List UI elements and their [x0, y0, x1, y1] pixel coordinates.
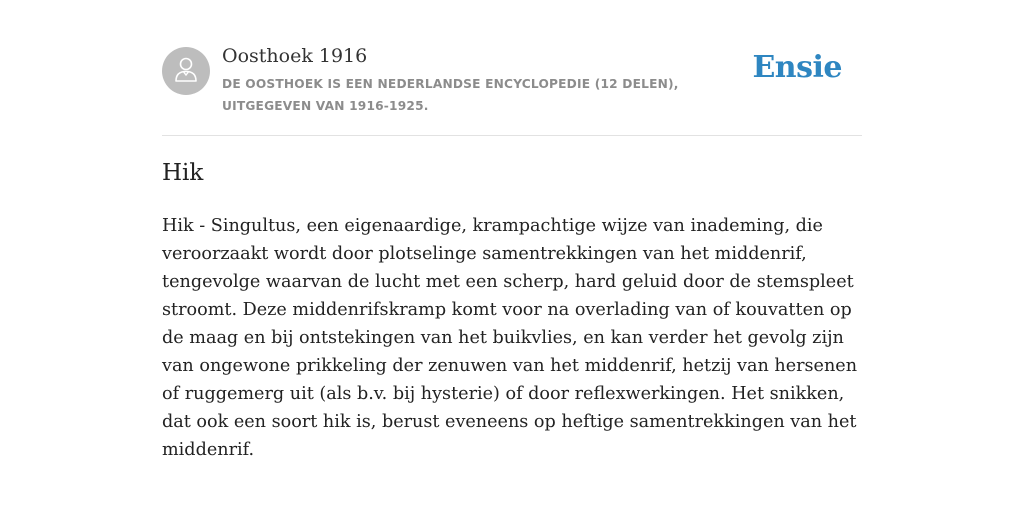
user-icon	[171, 54, 201, 89]
header-divider	[162, 135, 862, 136]
ensie-logo[interactable]: Ensie	[752, 50, 842, 85]
entry-title: Hik	[162, 160, 204, 186]
source-header	[162, 44, 862, 136]
entry-body: Hik - Singultus, een eigenaardige, krampachtige wijze van inademing, die veroorzaakt wordt door plotselinge samentrekkingen van het middenrif, tengevolge waarvan de lucht met een scherp, hard geluid door de stemspleet stroomt. Deze middenrifskramp komt voor na overlading van of kouvatten op de maag en bij ontstekingen van het buikvlies, en kan verder het gevolg zijn van ongewone prikkeling der zenuwen van het middenrif, hetzij van hersenen of ruggemerg uit (als b.v. bij hysterie) of door reflexwerkingen. Het snikken, dat ook een soort hik is, berust eveneens op heftige samentrekkingen van het middenrif.	[162, 216, 858, 460]
source-avatar	[162, 47, 210, 95]
source-description: DE OOSTHOEK IS EEN NEDERLANDSE ENCYCLOPEDIE (12 DELEN), UITGEGEVEN VAN 1916-1925.	[222, 77, 679, 113]
source-name[interactable]: Oosthoek 1916	[222, 45, 368, 67]
